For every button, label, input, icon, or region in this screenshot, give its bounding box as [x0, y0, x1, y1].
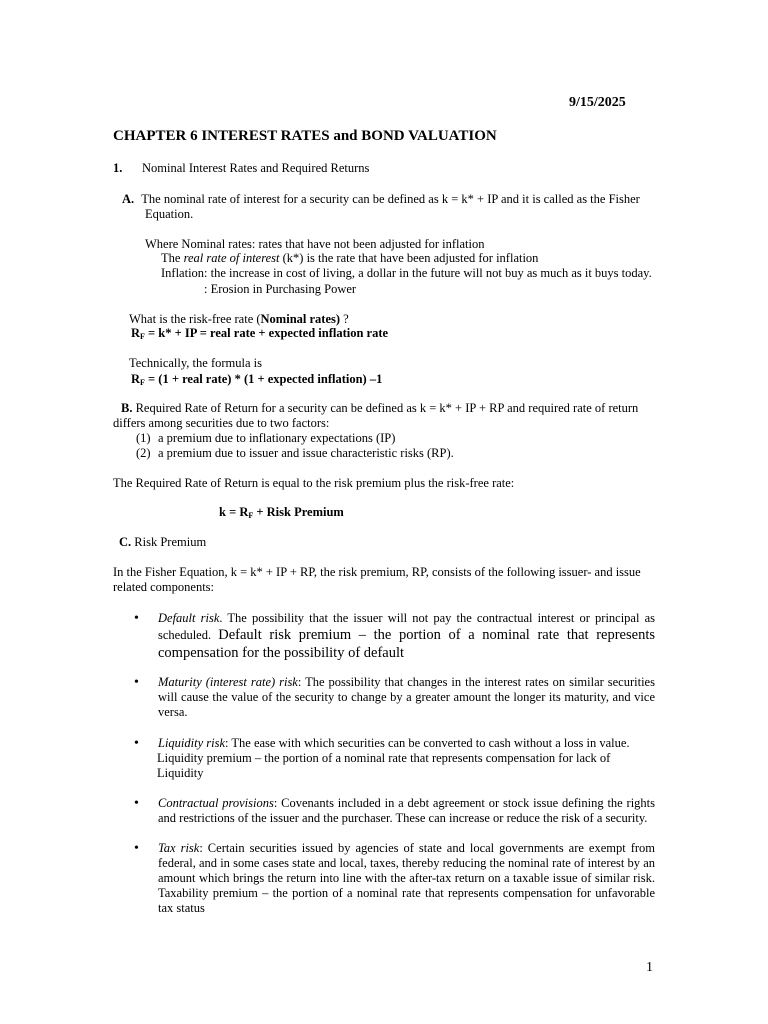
liquidity-premium: Liquidity premium – the portion of a nominal rate that represents compensation for lack of Liquidity [157, 751, 611, 780]
list-item-number: (2) [136, 446, 151, 460]
formula-k: k = R [219, 505, 249, 519]
document-date: 9/15/2025 [569, 95, 626, 110]
default-risk-item [158, 611, 655, 662]
bullet-text: . The possibility that the issuer will not pay the contractual interest or principal as scheduled. [158, 611, 655, 642]
formula2-rest: = (1 + real rate) * (1 + expected inflation) –1 [144, 372, 383, 386]
section-1-heading [113, 161, 369, 176]
riskfree-question [129, 312, 349, 327]
list-item-text: a premium due to issuer and issue characteristic risks (RP). [158, 446, 454, 460]
bullet-icon: • [134, 841, 139, 856]
real-rate-term: real rate of interest [183, 251, 280, 265]
section-number: 1. [113, 161, 123, 175]
section-a-label: A. [122, 192, 135, 206]
section-c-title: Risk Premium [131, 535, 207, 549]
section-c-intro-1: In the Fisher Equation, k = k* + IP + RP, the risk premium, RP, consists of the following issuer- and issue [113, 565, 641, 579]
formula-sub: F [248, 511, 254, 520]
bullet-icon: • [134, 796, 139, 811]
real-rate-post: (k*) is the rate that have been adjusted for inflation [279, 251, 539, 265]
section-c-label: C. [119, 535, 132, 549]
section-title: Nominal Interest Rates and Required Returns [142, 161, 370, 175]
list-item-text: a premium due to inflationary expectations (IP) [158, 431, 396, 445]
bullet-icon: • [134, 675, 139, 690]
default-risk-premium: Default risk premium – the portion of a nominal rate that represents compensation for the possibility of default [158, 627, 655, 661]
section-a-line1: The nominal rate of interest for a security can be defined as k = k* + IP and it is called as the Fisher [141, 192, 640, 206]
formula2-r: R [131, 372, 141, 386]
riskfree-question-post: ? [340, 312, 349, 326]
section-c-heading [119, 535, 206, 550]
bullet-term: Tax risk [158, 841, 200, 855]
real-rate-definition [161, 251, 538, 266]
section-b-line1 [121, 401, 638, 416]
list-item [136, 446, 454, 461]
section-c-intro-2: related components: [113, 580, 215, 594]
bullet-text: : The ease with which securities can be converted to cash without a loss in value. [225, 736, 630, 750]
nominal-rates-definition: Where Nominal rates: rates that have not been adjusted for inflation [145, 237, 485, 251]
bullet-text: : Certain securities issued by agencies of state and local governments are exempt from federal, and in some cases state and local, taxes, thereby reducing the nominal rate of interest by an amount which brings the return into line with the after-tax return on a taxable issue of similar risk. Taxability premium – the portion of a nominal rate that represents compensation for unfavorable tax status [158, 841, 655, 915]
liquidity-risk-item [158, 736, 655, 751]
formula1-rest: = k* + IP = real rate + expected inflation rate [144, 326, 389, 340]
chapter-title: CHAPTER 6 INTEREST RATES and BOND VALUATION [113, 128, 497, 144]
formula1-sub: F [140, 332, 145, 341]
contractual-provisions-item [158, 796, 655, 826]
section-a-definition [122, 192, 662, 207]
riskfree-question-pre: What is the risk-free rate ( [129, 312, 261, 326]
bullet-term: Liquidity risk [158, 736, 226, 750]
riskfree-formula-2 [131, 372, 382, 387]
bullet-icon: • [134, 736, 139, 751]
formula1-r: R [131, 326, 141, 340]
inflation-definition: Inflation: the increase in cost of living, a dollar in the future will not buy as much as it buys today. [161, 266, 652, 280]
technically-line: Technically, the formula is [129, 356, 262, 370]
bullet-icon: • [134, 611, 139, 626]
section-b-line2: differs among securities due to two factors: [113, 416, 330, 430]
section-b-label: B. [121, 401, 133, 415]
bullet-text: : The possibility that changes in the interest rates on similar securities will cause the value of the security to change by a greater amount the longer its maturity, and vice versa. [158, 675, 655, 719]
section-b-text: Required Rate of Return for a security can be defined as k = k* + IP + RP and required rate of return [132, 401, 639, 415]
required-return-formula [219, 505, 344, 520]
riskfree-question-bold: Nominal rates) [260, 312, 341, 326]
tax-risk-item [158, 841, 655, 916]
list-item-number: (1) [136, 431, 151, 445]
list-item [136, 431, 395, 446]
formula2-sub: F [140, 378, 145, 387]
bullet-term: Contractual provisions [158, 796, 274, 810]
erosion-line: : Erosion in Purchasing Power [204, 282, 357, 296]
bullet-term: Default risk [158, 611, 220, 625]
section-a-line2: Equation. [145, 207, 194, 221]
real-rate-pre: The [161, 251, 184, 265]
formula-rest: + Risk Premium [253, 505, 344, 519]
page-number: 1 [646, 960, 653, 975]
maturity-risk-item [158, 675, 655, 720]
bullet-text: : Covenants included in a debt agreement or stock issue defining the rights and restrictions of the issuer and the purchaser. These can increase or reduce the risk of a security. [158, 796, 656, 825]
riskfree-formula-1 [131, 326, 388, 341]
bullet-term: Maturity (interest rate) risk [158, 675, 298, 689]
required-return-statement: The Required Rate of Return is equal to the risk premium plus the risk-free rate: [113, 476, 515, 490]
